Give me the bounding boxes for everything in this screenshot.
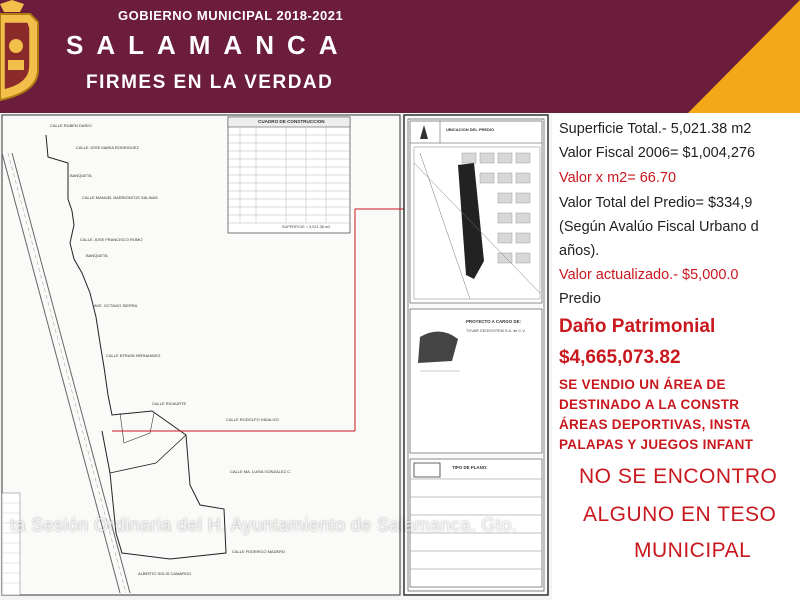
map-label: AVE. OCTAVIO SIERRA xyxy=(94,303,138,308)
city-name: SALAMANCA xyxy=(66,30,351,60)
slogan: FIRMES EN LA VERDAD xyxy=(86,72,334,93)
survey-plan-document xyxy=(0,113,800,600)
map-label: CALLE JOSE MARIA RODRIGUEZ xyxy=(76,145,139,150)
superficie-text: Superficie Total.- 5,021.38 m2 xyxy=(559,121,752,137)
map-label: CALLE RODOLFO HIDALGO xyxy=(226,417,279,422)
table-footer: SUPERFICIE = 5,021.38 m2 xyxy=(282,225,331,229)
plan-box-title: TIPO DE PLANO: xyxy=(452,465,488,470)
map-label: ALBERTO SOLIS CAMARGO xyxy=(138,571,192,576)
sale-text-line-3: ÁREAS DEPORTIVAS, INSTA xyxy=(559,417,751,432)
session-caption-overlay: ta Sesión Ordinaria del H. Ayuntamiento de Salamanca, Gto. xyxy=(10,515,518,535)
project-company: TOVAR GEOSYSTEM S.A. de C.V. xyxy=(466,329,526,333)
map-label: CALLE FEDERICO MADERO xyxy=(232,549,286,554)
avaluo-note-text: (Según Avalúo Fiscal Urbano d xyxy=(559,219,759,235)
summary-panel xyxy=(552,113,800,600)
header-accent-triangle xyxy=(688,0,800,113)
coat-of-arms-icon xyxy=(0,0,50,104)
dano-title: Daño Patrimonial xyxy=(559,316,716,337)
map-label: BANQUETA xyxy=(70,173,92,178)
valor-m2-text: Valor x m2= 66.70 xyxy=(559,170,677,186)
valor-total-text: Valor Total del Predio= $334,9 xyxy=(559,195,753,211)
valor-actualizado-text: Valor actualizado.- $5,000.0 xyxy=(559,267,739,283)
not-found-line-3: MUNICIPAL xyxy=(634,539,752,562)
map-label: CALLE MANUEL BARRIONTOS SALINAS xyxy=(82,195,158,200)
map-label: CALLE MA. LUISA GONZALEZ C. xyxy=(230,469,292,474)
not-found-line-1: NO SE ENCONTRO xyxy=(579,465,778,488)
table-title: CUADRO DE CONSTRUCCION xyxy=(258,119,325,124)
map-label: CALLE RICAURTE xyxy=(152,401,187,406)
map-label: BANQUETA xyxy=(86,253,108,258)
anios-text: años). xyxy=(559,243,600,259)
header-banner xyxy=(0,0,800,113)
location-map-title: UBICACION DEL PREDIO xyxy=(446,127,495,132)
government-period: GOBIERNO MUNICIPAL 2018-2021 xyxy=(118,8,344,23)
sale-text-line-1: SE VENDIO UN ÁREA DE xyxy=(559,377,726,392)
valor-fiscal-text: Valor Fiscal 2006= $1,004,276 xyxy=(559,145,756,161)
project-box-title: PROYECTO A CARGO DE: xyxy=(466,319,521,324)
not-found-line-2: ALGUNO EN TESO xyxy=(583,503,777,526)
sale-text-line-2: DESTINADO A LA CONSTR xyxy=(559,397,740,412)
map-label: CALLE RUBEN DARIO xyxy=(50,123,92,128)
sale-text-line-4: PALAPAS Y JUEGOS INFANT xyxy=(559,437,754,452)
predio-text: Predio xyxy=(559,291,601,307)
map-label: CALLE JOSE FRANCISCO ROMO xyxy=(80,237,143,242)
map-label: CALLE EFRAIN HERNANDEZ xyxy=(106,353,161,358)
dano-amount: $4,665,073.82 xyxy=(559,347,681,368)
